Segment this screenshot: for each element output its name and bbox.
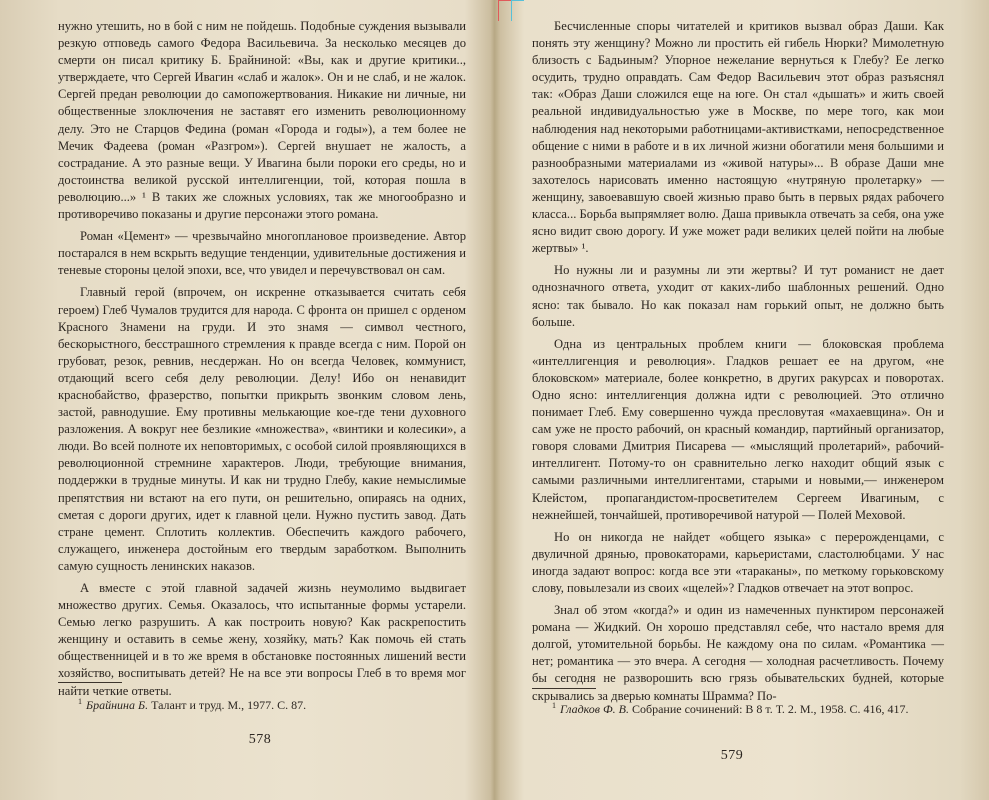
left-footnote: [78, 694, 466, 713]
footnote-rule-right: [532, 688, 596, 689]
footnote-rule-left: [58, 682, 122, 683]
footnote-author: Гладков Ф. В.: [560, 702, 629, 716]
right-page-body: [532, 18, 944, 705]
footnote-author: Брайнина Б.: [86, 698, 149, 712]
right-paragraph-4: Но он никогда не найдет «общего языка» с перерожденцами, с двуличной дрянью, провокаторами, карьеристами, сластолюбцами. У нас иногда задают вопрос: когда все эти «тараканы», по меткому горьковскому слову, повылезали из своих «щелей»? Гладков отвечает на этот вопрос.: [532, 529, 944, 595]
right-paragraph-1: Бесчисленные споры читателей и критиков вызвал образ Даши. Как понять эту женщину? Можно ли простить ей гибель Нюрки? Мимолетную близость с Бадьиным? Упорное нежелание вернуться к Глебу? Ее легко осудить, трудно оправдать. Сам Федор Васильевич этот образ разъяснял так: «Образ Даши сложился еще на юге. Он стал «дышать» и жить своей реальной индивидуальностью уже в Москве, по мере того, как мои наблюдения над некоторыми работницами-активистками, непосредственное общение с ними в работе и в их личной жизни обогатили меня большими и разнообразными материалами из «живой натуры»... В образе Даши мне захотелось нарисовать именно настоящую «нутряную пролетарку» — женщину, завоевавшую своей жизнью право быть в первых рядах рабочего класса... Борьба выпрямляет волю. Даша привыкла отвечать за себя, она уже ясно видит свою дорогу. И уже может ради великих целей пойти на любые жертвы» ¹.: [532, 19, 944, 256]
right-footnote: [552, 698, 944, 717]
footnote-mark: 1: [78, 697, 82, 706]
footnote-mark: 1: [552, 701, 556, 710]
left-paragraph-4: А вместе с этой главной задачей жизнь неумолимо выдвигает множество других. Семья. Оказалось, что испытанные формы устарели. Семью легко разрушить. А как построить новую? Как раскрепостить женщину и оставить в семье жену, хозяйку, мать? Как помочь ей стать общественницей и в то же время в обстановке постоянных лишений вести хозяйство, воспитывать детей? Не на все эти вопросы Глеб в то время мог найти четкие ответы.: [58, 581, 466, 698]
footnote-text: Талант и труд. М., 1977. С. 87.: [151, 698, 307, 712]
right-page: [532, 18, 944, 788]
page-number-left: 578: [248, 732, 272, 747]
left-paragraph-2: Роман «Цемент» — чрезвычайно многоплановое произведение. Автор постарался в нем вскрыть ведущие тенденции, удивительные достижения и теневые стороны целой эпохи, все, что увидел и перечувствовал он сам.: [58, 229, 466, 278]
right-paragraph-5: Знал об этом «когда?» и один из намеченных пунктиром персонажей романа — Жидкий. Он хорошо представлял себе, что настало время для долгой, утомительной борьбы. Не каждому она по силам. «Романтика — нет; романтика — это вчера. А сегодня — холодная расчетливость. Почему бы сегодня не разворошить всю грязь обывательских будней, которые скрывались за дверью комнаты Шрамма? По-: [532, 603, 944, 703]
left-page-body: [58, 18, 466, 700]
scan-edge-mark-right: [511, 0, 524, 21]
scan-edge-mark-left: [498, 0, 511, 21]
page-number-right: 579: [720, 748, 744, 763]
right-paragraph-3: Одна из центральных проблем книги — блоковская проблема «интеллигенция и революция». Гладков решает ее на другом, «не блоковском» материале, более конкретно, в других ракурсах и поворотах. Одно ясно: интеллигенция должна идти с революцией. Это отлично понимает Глеб. Ему совершенно чужда пресловутая «махаевщина». Он и сам уже не просто рабочий, он красный командир, партийный организатор, говоря словами Дмитрия Писарева — «мыслящий пролетарий», рабочий-интеллигент. Потому-то он сравнительно легко находит общий язык с самыми различными интеллигентами, старыми и новыми,— инженером Клейстом, пропагандистом-просветителем Сергеем Ивагиным, с нежнейшей, тончайшей, противоречивой натурой — Полей Меховой.: [532, 336, 944, 522]
left-paragraph-1: нужно утешить, но в бой с ним не пойдешь. Подобные суждения вызывали резкую отповедь самого Федора Васильевича. За несколько месяцев до смерти он писал критику Б. Брайниной: «Вы, как и другие критики.., утверждаете, что Сергей Ивагин «слаб и жалок». Он и не слаб, и не жалок. Сергей предан революции до самопожертвования. Никакие ни личные, ни общественные злоключения не заставят его изменить революционному делу. Это не Старцов Федина (роман «Города и годы»), а тем более не Мечик Фадеева (роман «Разгром»). Сергей внушает не жалость, а сострадание. А это разные вещи. У Ивагина были пороки его среды, но и достоинства великой русской интеллигенции, той, которая пошла в революцию...» ¹ В таких же сложных условиях, так же многообразно и противоречиво показаны и другие персонажи этого романа.: [58, 19, 466, 222]
right-paragraph-2: Но нужны ли и разумны ли эти жертвы? И тут романист не дает однозначного ответа, уходит от каких-либо шаблонных решений. Одно ясно: так бывало. Но как показал нам горький опыт, не должно быть больше.: [532, 263, 944, 329]
left-page: [58, 18, 466, 788]
left-paragraph-3: Главный герой (впрочем, он искренне отказывается считать себя героем) Глеб Чумалов трудится для народа. С фронта он пришел с орденом Красного Знамени на груди. И это знамя — символ честного, бескорыстного, бесстрашного стремления к правде всегда с ним. Порой он грубоват, резок, ревнив, несдержан. Но он всегда Человек, коммунист, отдающий всего себя делу революции. Делу! Ибо он ненавидит краснобайство, фразерство, попытки прикрыть звонким словом лень, застой, равнодушие. Ему противны мелькающие кое-где тени духовного разложения. А вокруг нее безликие «множества», «винтики и колесики», а люди. Во всей полноте их неповторимых, с особой силой проявляющихся в революционной стремнине характеров. Люди, требующие внимания, поддержки в трудные минуты. И как ни трудно Глебу, какие немыслимые препятствия ни встают на его пути, он решительно, опираясь на одних, сметая с дороги других, идет к главной цели. Нужно пустить завод. Дать стране цемент. Сплотить коллектив. Обеспечить каждого рабочего, служащего, инженера достойным его твердым заработком. Выполнить самую сущность ленинских наказов.: [58, 285, 466, 573]
footnote-text: Собрание сочинений: В 8 т. Т. 2. М., 1958. С. 416, 417.: [631, 702, 909, 716]
